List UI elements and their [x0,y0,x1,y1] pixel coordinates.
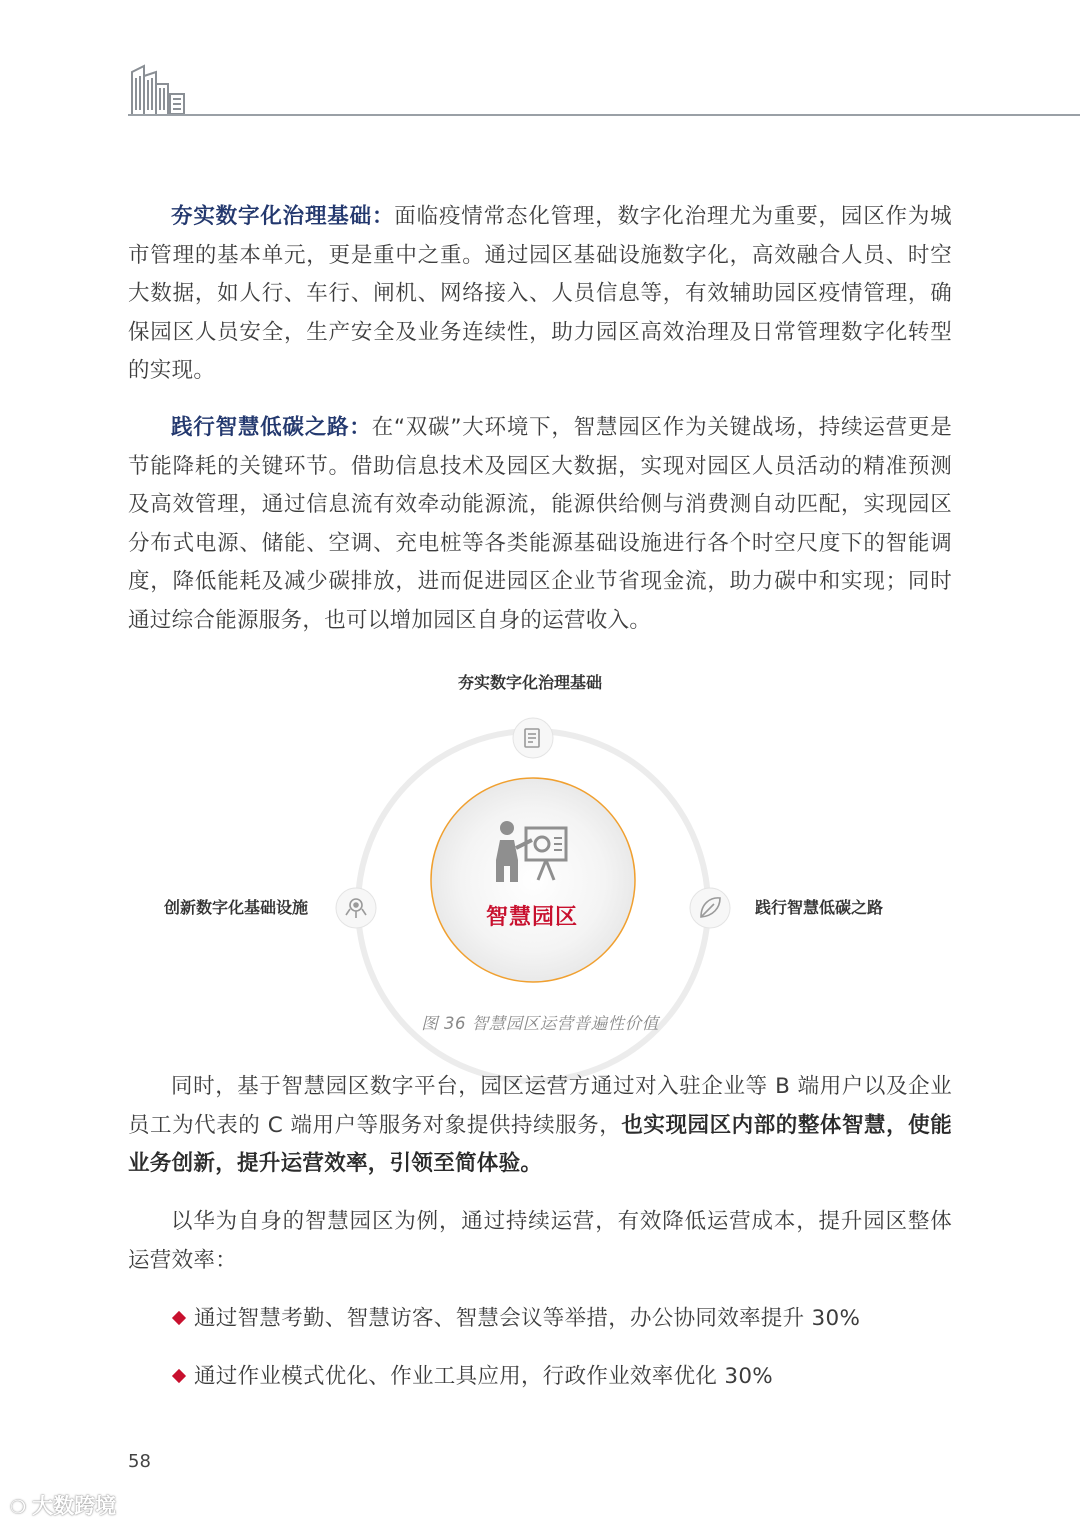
paragraph-body: 在“双碳”大环境下，智慧园区作为关键战场，持续运营更是节能降耗的关键环节。借助信息技术及园区大数据，实现对园区人员活动的精准预测及高效管理，通过信息流有效牵动能源流，能源供给侧与消费测自动匹配，实现园区分布式电源、储能、空调、充电桩等各类能源基础设施进行各个时空尺度下的智能调度，降低能耗及减少碳排放，进而促进园区企业节省现金流，助力碳中和实现；同时通过综合能源服务，也可以增加园区自身的运营收入。 [128,415,953,633]
paragraph-lead: 践行智慧低碳之路： [171,415,372,440]
figure-caption: 图 36 智慧园区运营普遍性价值 [421,1014,659,1033]
figure-center-label: 智慧园区 [485,905,578,930]
diamond-bullet-icon [172,1368,186,1382]
node-left [336,888,376,928]
paragraph-digital-governance [128,198,952,391]
diamond-bullet-icon [172,1310,186,1324]
paragraph-lead: 夯实数字化治理基础： [171,204,395,229]
paragraph-low-carbon [128,409,952,640]
watermark [10,1490,116,1520]
list-item [170,1300,960,1338]
chat-bubble-icon: ❍ [10,1497,27,1518]
paragraph-body: 面临疫情常态化管理，数字化治理尤为重要，园区作为城市管理的基本单元，更是重中之重。通过园区基础设施数字化，高效融合人员、时空大数据，如人行、车行、闸机、网络接入、人员信息等，有效辅助园区疫情管理，确保园区人员安全，生产安全及业务连续性，助力园区高效治理及日常管理数字化转型的实现。 [128,204,952,383]
list-item-text: 通过作业模式优化、作业工具应用，行政作业效率优化 30% [194,1364,774,1389]
paragraph-body: 以华为自身的智慧园区为例，通过持续运营，有效降低运营成本，提升园区整体运营效率： [128,1209,952,1273]
page-number: 58 [128,1451,151,1472]
list-item [170,1358,960,1396]
paragraph-emphasis: 也实现园区内部的整体智慧，使能业务创新，提升运营效率，引领至简体验。 [128,1112,952,1176]
header-rule [128,114,1080,116]
list-item-text: 通过智慧考勤、智慧访客、智慧会议等举措，办公协同效率提升 30% [194,1306,861,1331]
center-circle [431,778,635,982]
figure-diagram [320,700,760,1000]
figure-label-left: 创新数字化基础设施 [164,898,309,917]
watermark-text: 大数跨境 [32,1494,117,1518]
paragraph-body: 同时，基于智慧园区数字平台，园区运营方通过对入驻企业等 B 端用户以及企业员工为代表的 C 端用户等服务对象提供持续服务， [128,1074,952,1138]
figure-label-right: 践行智慧低碳之路 [755,898,884,917]
building-icon [128,62,190,116]
paragraph-platform-service [128,1068,952,1184]
paragraph-huawei-example [128,1203,952,1280]
figure-label-top: 夯实数字化治理基础 [458,673,603,692]
